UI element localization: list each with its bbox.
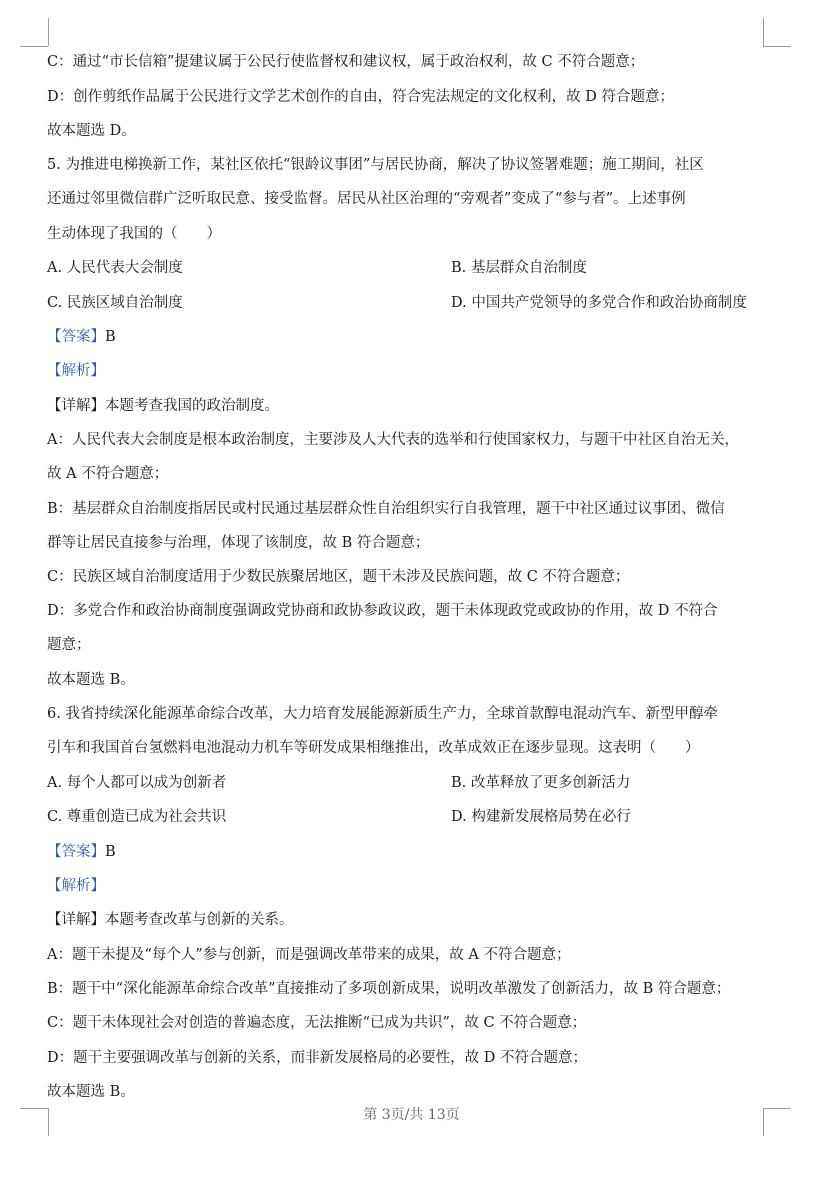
question-5-stem: 还通过邻里微信群广泛听取民意、接受监督。居民从社区治理的“旁观者”变成了“参与者”。上述事例: [47, 191, 686, 207]
q6-option-d: D. 构建新发展格局势在必行: [451, 809, 631, 825]
detail-line: B：题干中“深化能源革命综合改革”直接推动了多项创新成果，说明改革激发了创新活力，故 B 符合题意；: [47, 981, 731, 997]
page-footer: 第 3页/共 13页: [363, 1107, 460, 1123]
detail-line: D：多党合作和政治协商制度强调政党协商和政协参政议政，题干未体现政党或政协的作用，故 D 不符合: [47, 603, 718, 619]
crop-mark-top-left-h: [20, 46, 48, 47]
detail-line: 故本题选 B。: [47, 1084, 135, 1100]
detail-line: 故本题选 B。: [47, 672, 135, 688]
q6-option-c: C. 尊重创造已成为社会共识: [47, 809, 227, 825]
detail-line: A：题干未提及“每个人”参与创新，而是强调改革带来的成果，故 A 不符合题意；: [47, 947, 571, 963]
detail-line: B：基层群众自治制度指居民或村民通过基层群众性自治组织实行自我管理，题干中社区通过议事团、微信: [47, 501, 725, 517]
answer-tag: 【答案】: [47, 329, 105, 345]
text-line: 故本题选 D。: [47, 123, 136, 139]
detail-line: A：人民代表大会制度是根本政治制度，主要涉及人大代表的选举和行使国家权力，与题干中社区自治无关，: [47, 432, 739, 448]
analysis-tag: 【解析】: [47, 363, 105, 379]
detail-line: D：题干主要强调改革与创新的关系，而非新发展格局的必要性，故 D 不符合题意；: [47, 1050, 587, 1066]
crop-mark-top-right-h: [763, 46, 791, 47]
detail-line: 群等让居民直接参与治理，体现了该制度，故 B 符合题意；: [47, 535, 430, 551]
q5-option-a: A. 人民代表大会制度: [47, 260, 183, 276]
detail-line: 【详解】本题考查改革与创新的关系。: [47, 912, 294, 928]
answer-tag: 【答案】: [47, 844, 105, 860]
crop-mark-top-left-v: [48, 18, 49, 46]
detail-line: 【详解】本题考查我国的政治制度。: [47, 398, 279, 414]
text-line: D：创作剪纸作品属于公民进行文学艺术创作的自由，符合宪法规定的文化权利，故 D 符合题意；: [47, 89, 674, 105]
q6-option-row: [47, 773, 783, 793]
answer-value: B: [105, 329, 116, 345]
question-5-stem: 生动体现了我国的（ ）: [47, 226, 221, 242]
analysis-tag: 【解析】: [47, 878, 105, 894]
question-6-stem: 引车和我国首台氢燃料电池混动力机车等研发成果相继推出，改革成效正在逐步显现。这表明（ ）: [47, 740, 700, 756]
q5-answer: [47, 327, 783, 347]
q6-answer: [47, 842, 783, 862]
q6-option-b: B. 改革释放了更多创新活力: [451, 775, 631, 791]
q6-option-row: [47, 807, 783, 827]
crop-mark-top-right-v: [763, 18, 764, 46]
q6-option-a: A. 每个人都可以成为创新者: [47, 775, 227, 791]
question-6-stem: 6. 我省持续深化能源革命综合改革，大力培育发展能源新质生产力，全球首款醇电混动汽车、新型甲醇牵: [47, 706, 718, 722]
detail-line: 故 A 不符合题意；: [47, 466, 169, 482]
detail-line: 题意；: [47, 637, 91, 653]
answer-value: B: [105, 844, 116, 860]
q5-option-c: C. 民族区域自治制度: [47, 295, 183, 311]
question-5-stem: 5. 为推进电梯换新工作，某社区依托“银龄议事团”与居民协商，解决了协议签署难题；施工期间，社区: [47, 157, 704, 173]
q5-option-row: [47, 258, 783, 278]
q5-option-b: B. 基层群众自治制度: [451, 260, 587, 276]
detail-line: C：民族区域自治制度适用于少数民族聚居地区，题干未涉及民族问题，故 C 不符合题意；: [47, 569, 630, 585]
text-line: C：通过“市长信箱”提建议属于公民行使监督权和建议权，属于政治权利，故 C 不符合题意；: [47, 54, 645, 70]
detail-line: C：题干未体现社会对创造的普遍态度，无法推断“已成为共识”，故 C 不符合题意；: [47, 1015, 587, 1031]
q5-option-d: D. 中国共产党领导的多党合作和政治协商制度: [451, 295, 747, 311]
q5-option-row: [47, 293, 783, 313]
